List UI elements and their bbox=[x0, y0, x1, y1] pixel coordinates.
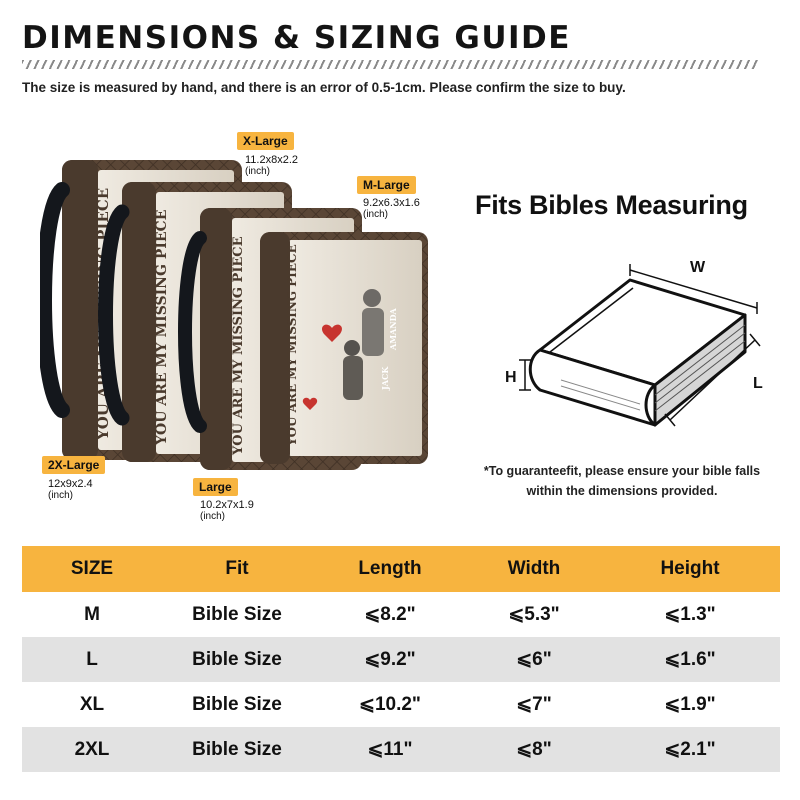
cell-size: M bbox=[84, 603, 100, 625]
dims-value: 10.2x7x1.9 bbox=[200, 499, 254, 511]
col-header-length: Length bbox=[312, 546, 468, 592]
cell-size: 2XL bbox=[22, 727, 162, 772]
size-dims-m-large bbox=[363, 197, 420, 221]
cell-length: ⩽9.2" bbox=[312, 637, 468, 682]
dims-value: 11.2x8x2.2 bbox=[245, 154, 299, 166]
cell-length: ⩽10.2" bbox=[359, 694, 421, 715]
cell-width: ⩽8" bbox=[468, 727, 600, 772]
cell-height: ⩽2.1" bbox=[600, 727, 780, 772]
dims-value: 12x9x2.4 bbox=[48, 478, 93, 490]
name-right: AMANDA bbox=[388, 308, 398, 350]
table-header-row bbox=[22, 546, 780, 592]
cell-height: ⩽1.6" bbox=[600, 637, 780, 682]
dims-unit: (inch) bbox=[245, 166, 271, 177]
size-tag-m-large: M-Large bbox=[357, 176, 416, 194]
size-tag-large: Large bbox=[193, 478, 238, 496]
dims-unit: (inch) bbox=[363, 209, 389, 220]
cover-text: YOU ARE MY MISSING PIECE bbox=[94, 187, 112, 440]
col-header-size: SIZE bbox=[22, 546, 162, 592]
size-dims-2x-large bbox=[48, 478, 93, 502]
cell-size: L bbox=[22, 637, 162, 682]
cover-text: YOU ARE MY MISSING PIECE bbox=[231, 236, 246, 455]
cell-fit: Bible Size bbox=[162, 637, 312, 682]
dims-value: 9.2x6.3x1.6 bbox=[363, 197, 420, 209]
bible-cover-m bbox=[260, 232, 428, 464]
size-dims-large bbox=[200, 499, 254, 523]
cell-width: ⩽5.3" bbox=[508, 604, 560, 625]
page-title: DIMENSIONS & SIZING GUIDE bbox=[22, 20, 571, 56]
table-row bbox=[22, 682, 780, 727]
fit-note-line2: within the dimensions provided. bbox=[526, 484, 718, 498]
h-label: H bbox=[505, 369, 517, 386]
title-divider bbox=[22, 60, 758, 69]
table-row bbox=[22, 727, 780, 772]
handle bbox=[44, 190, 62, 410]
cell-fit: Bible Size bbox=[192, 693, 282, 715]
cell-fit: Bible Size bbox=[162, 727, 312, 772]
cover-text: YOU ARE MY MISSING PIECE bbox=[285, 244, 299, 446]
measurement-disclaimer: The size is measured by hand, and there is an error of 0.5-1cm. Please confirm the size to buy. bbox=[22, 80, 626, 95]
cell-width: ⩽6" bbox=[468, 637, 600, 682]
col-header-fit: Fit bbox=[162, 546, 312, 592]
col-header-height: Height bbox=[600, 546, 780, 592]
cell-fit: Bible Size bbox=[192, 603, 282, 625]
fit-note-line1: *To guaranteefit, please ensure your bible falls bbox=[483, 464, 761, 478]
size-tag-x-large: X-Large bbox=[237, 132, 294, 150]
cell-length: ⩽8.2" bbox=[364, 604, 416, 625]
col-header-width: Width bbox=[468, 546, 600, 592]
size-dims-x-large bbox=[245, 154, 298, 178]
fit-note bbox=[462, 461, 782, 501]
dims-unit: (inch) bbox=[200, 511, 226, 522]
cell-size: XL bbox=[79, 693, 105, 715]
name-left: JACK bbox=[380, 366, 390, 390]
w-label: W bbox=[690, 259, 706, 276]
cell-height: ⩽1.3" bbox=[664, 604, 716, 625]
size-tag-2x-large: 2X-Large bbox=[42, 456, 105, 474]
size-table bbox=[22, 546, 780, 772]
table-row bbox=[22, 637, 780, 682]
table-row bbox=[22, 592, 780, 637]
cell-width: ⩽7" bbox=[516, 694, 552, 715]
cover-text: YOU ARE MY MISSING PIECE bbox=[154, 209, 170, 445]
bible-measure-diagram bbox=[505, 240, 785, 440]
cell-length: ⩽11" bbox=[312, 727, 468, 772]
dims-unit: (inch) bbox=[48, 490, 74, 501]
fits-bibles-title: Fits Bibles Measuring bbox=[475, 190, 748, 220]
cell-height: ⩽1.9" bbox=[664, 694, 716, 715]
l-label: L bbox=[753, 375, 763, 392]
